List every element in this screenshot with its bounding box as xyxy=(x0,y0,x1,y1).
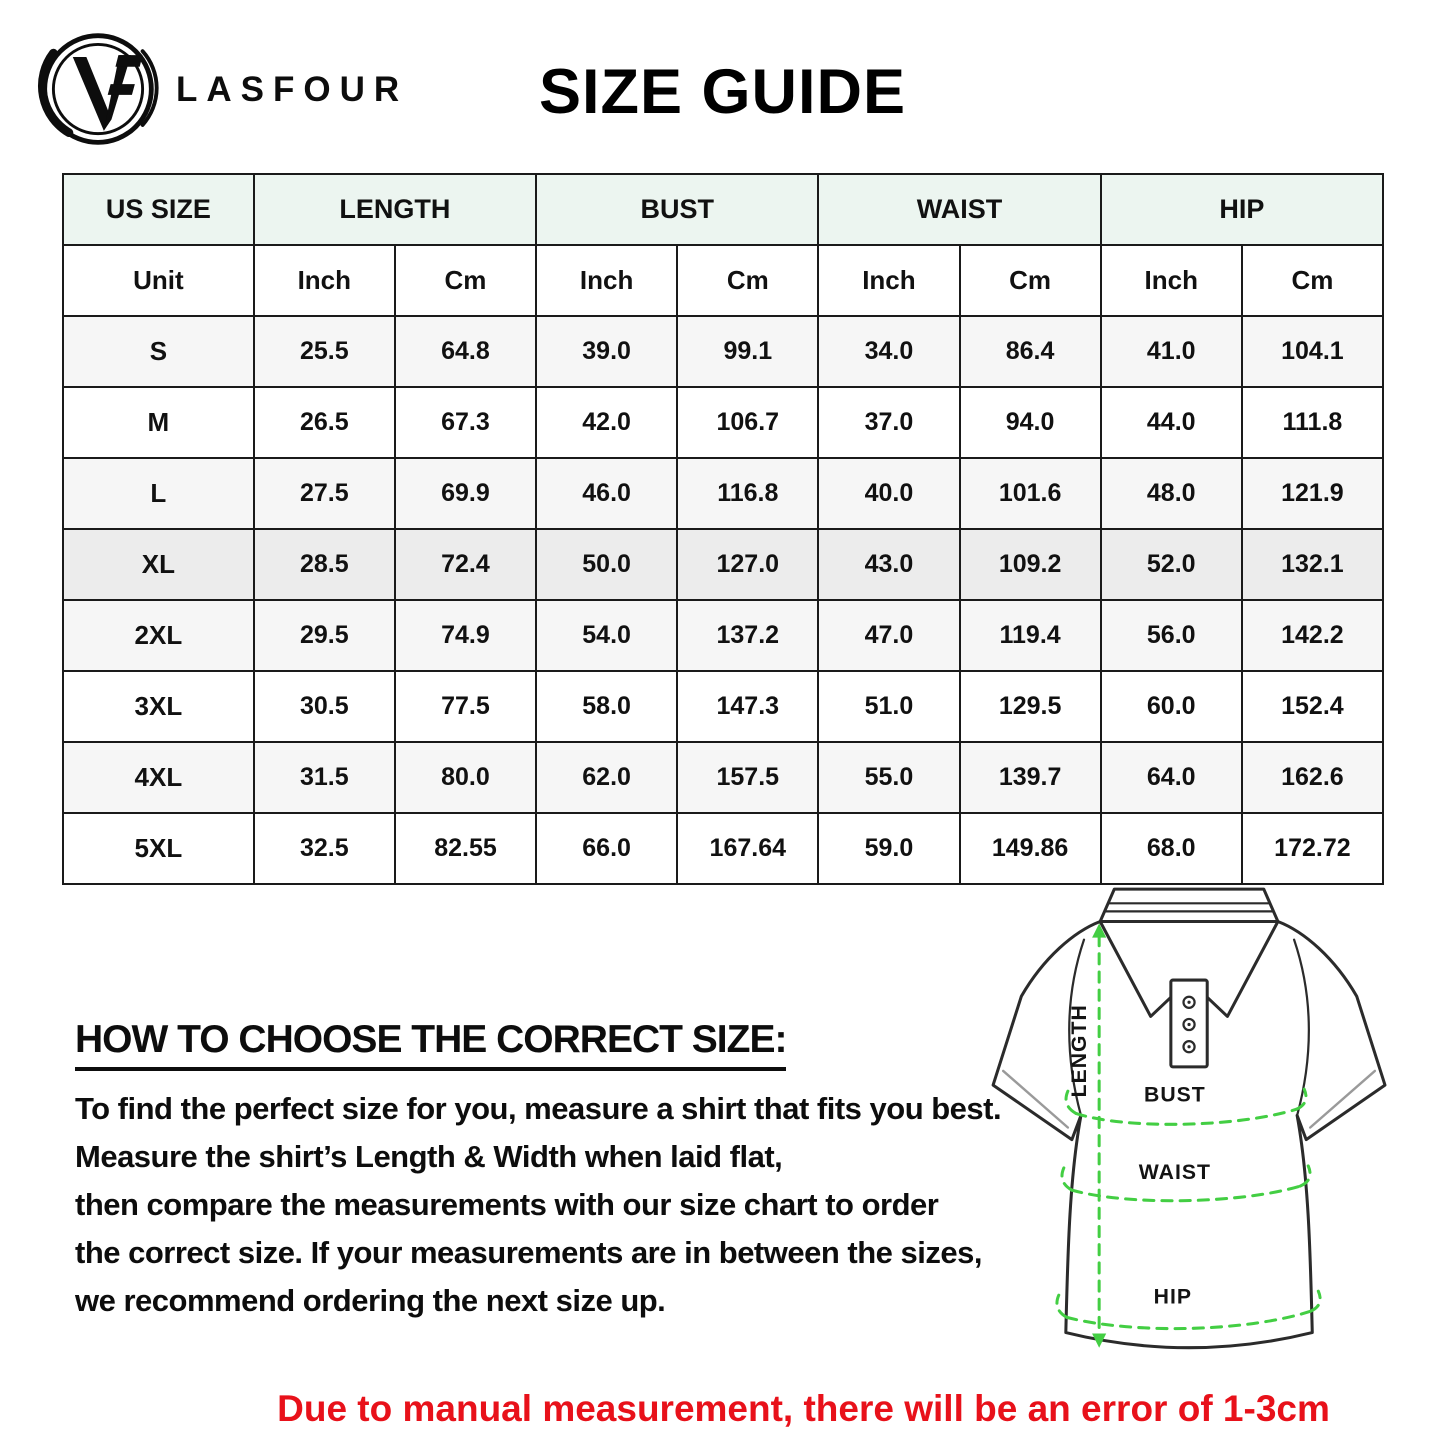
measure-cell: 26.5 xyxy=(254,387,395,458)
hip-label: HIP xyxy=(1153,1285,1193,1309)
measure-cell: 149.86 xyxy=(960,813,1101,884)
measure-cell: 142.2 xyxy=(1242,600,1383,671)
measure-cell: 132.1 xyxy=(1242,529,1383,600)
measure-cell: 28.5 xyxy=(254,529,395,600)
measure-cell: 60.0 xyxy=(1101,671,1242,742)
measurement-disclaimer: Due to manual measurement, there will be an error of 1-3cm xyxy=(277,1388,1330,1429)
size-label: L xyxy=(63,458,254,529)
measure-cell: 66.0 xyxy=(536,813,677,884)
measure-cell: 121.9 xyxy=(1242,458,1383,529)
measure-cell: 46.0 xyxy=(536,458,677,529)
measure-cell: 82.55 xyxy=(395,813,536,884)
measure-cell: 51.0 xyxy=(818,671,959,742)
table-row xyxy=(63,458,1383,529)
measure-cell: 30.5 xyxy=(254,671,395,742)
measure-cell: 167.64 xyxy=(677,813,818,884)
measure-cell: 47.0 xyxy=(818,600,959,671)
unit-cell: Cm xyxy=(1242,245,1383,316)
measure-cell: 86.4 xyxy=(960,316,1101,387)
measure-cell: 62.0 xyxy=(536,742,677,813)
how-to-line: we recommend ordering the next size up. xyxy=(75,1283,666,1318)
size-label: 2XL xyxy=(63,600,254,671)
measure-cell: 54.0 xyxy=(536,600,677,671)
measure-cell: 77.5 xyxy=(395,671,536,742)
measure-cell: 40.0 xyxy=(818,458,959,529)
measure-cell: 41.0 xyxy=(1101,316,1242,387)
table-row xyxy=(63,387,1383,458)
measure-cell: 94.0 xyxy=(960,387,1101,458)
measure-cell: 58.0 xyxy=(536,671,677,742)
measure-cell: 101.6 xyxy=(960,458,1101,529)
page-title: SIZE GUIDE xyxy=(538,57,907,127)
measure-cell: 127.0 xyxy=(677,529,818,600)
measure-cell: 37.0 xyxy=(818,387,959,458)
col-header-bust: BUST xyxy=(536,174,818,245)
measure-cell: 137.2 xyxy=(677,600,818,671)
measure-cell: 27.5 xyxy=(254,458,395,529)
measure-cell: 139.7 xyxy=(960,742,1101,813)
unit-cell: Inch xyxy=(536,245,677,316)
measure-cell: 31.5 xyxy=(254,742,395,813)
polo-shirt-diagram xyxy=(950,873,1420,1378)
unit-label: Unit xyxy=(63,245,254,316)
table-row xyxy=(63,316,1383,387)
length-label: LENGTH xyxy=(1068,1004,1092,1098)
size-label: XL xyxy=(63,529,254,600)
how-to-line: Measure the shirt’s Length & Width when laid flat, xyxy=(75,1139,783,1174)
how-to-text xyxy=(75,1085,1005,1325)
unit-cell: Inch xyxy=(818,245,959,316)
table-row xyxy=(63,671,1383,742)
measure-cell: 109.2 xyxy=(960,529,1101,600)
measure-cell: 50.0 xyxy=(536,529,677,600)
measure-cell: 59.0 xyxy=(818,813,959,884)
col-header-us-size: US SIZE xyxy=(63,174,254,245)
size-label: M xyxy=(63,387,254,458)
size-chart xyxy=(62,173,1384,885)
how-to-line: then compare the measurements with our size chart to order xyxy=(75,1187,939,1222)
measure-cell: 72.4 xyxy=(395,529,536,600)
measure-cell: 106.7 xyxy=(677,387,818,458)
size-label: 5XL xyxy=(63,813,254,884)
measure-cell: 29.5 xyxy=(254,600,395,671)
col-header-length: LENGTH xyxy=(254,174,536,245)
size-label: S xyxy=(63,316,254,387)
measure-cell: 74.9 xyxy=(395,600,536,671)
measure-cell: 147.3 xyxy=(677,671,818,742)
unit-cell: Inch xyxy=(1101,245,1242,316)
table-header-row xyxy=(63,174,1383,245)
measure-cell: 48.0 xyxy=(1101,458,1242,529)
measure-cell: 42.0 xyxy=(536,387,677,458)
measure-cell: 99.1 xyxy=(677,316,818,387)
measure-cell: 34.0 xyxy=(818,316,959,387)
measure-cell: 157.5 xyxy=(677,742,818,813)
measure-cell: 56.0 xyxy=(1101,600,1242,671)
unit-cell: Inch xyxy=(254,245,395,316)
table-row xyxy=(63,742,1383,813)
measure-cell: 64.8 xyxy=(395,316,536,387)
measure-cell: 68.0 xyxy=(1101,813,1242,884)
measure-cell: 32.5 xyxy=(254,813,395,884)
measure-cell: 55.0 xyxy=(818,742,959,813)
measure-cell: 67.3 xyxy=(395,387,536,458)
measure-cell: 43.0 xyxy=(818,529,959,600)
measure-cell: 119.4 xyxy=(960,600,1101,671)
table-row xyxy=(63,600,1383,671)
how-to-heading: HOW TO CHOOSE THE CORRECT SIZE: xyxy=(75,1018,786,1071)
bust-label: BUST xyxy=(1144,1083,1206,1107)
measure-cell: 39.0 xyxy=(536,316,677,387)
col-header-hip: HIP xyxy=(1101,174,1383,245)
unit-row xyxy=(63,245,1383,316)
how-to-line: the correct size. If your measurements are in between the sizes, xyxy=(75,1235,982,1270)
table-row xyxy=(63,529,1383,600)
measure-cell: 104.1 xyxy=(1242,316,1383,387)
measure-cell: 162.6 xyxy=(1242,742,1383,813)
measure-cell: 25.5 xyxy=(254,316,395,387)
brand-name: LASFOUR xyxy=(176,70,409,109)
measure-cell: 52.0 xyxy=(1101,529,1242,600)
how-to-section xyxy=(75,1018,1005,1325)
unit-cell: Cm xyxy=(395,245,536,316)
size-label: 4XL xyxy=(63,742,254,813)
unit-cell: Cm xyxy=(960,245,1101,316)
measure-cell: 111.8 xyxy=(1242,387,1383,458)
measure-cell: 129.5 xyxy=(960,671,1101,742)
col-header-waist: WAIST xyxy=(818,174,1100,245)
waist-label: WAIST xyxy=(1138,1161,1212,1185)
measure-cell: 152.4 xyxy=(1242,671,1383,742)
measure-cell: 64.0 xyxy=(1101,742,1242,813)
how-to-line: To find the perfect size for you, measure a shirt that fits you best. xyxy=(75,1091,1002,1126)
measure-cell: 69.9 xyxy=(395,458,536,529)
measure-cell: 80.0 xyxy=(395,742,536,813)
measure-cell: 172.72 xyxy=(1242,813,1383,884)
measure-cell: 116.8 xyxy=(677,458,818,529)
size-label: 3XL xyxy=(63,671,254,742)
unit-cell: Cm xyxy=(677,245,818,316)
measure-cell: 44.0 xyxy=(1101,387,1242,458)
